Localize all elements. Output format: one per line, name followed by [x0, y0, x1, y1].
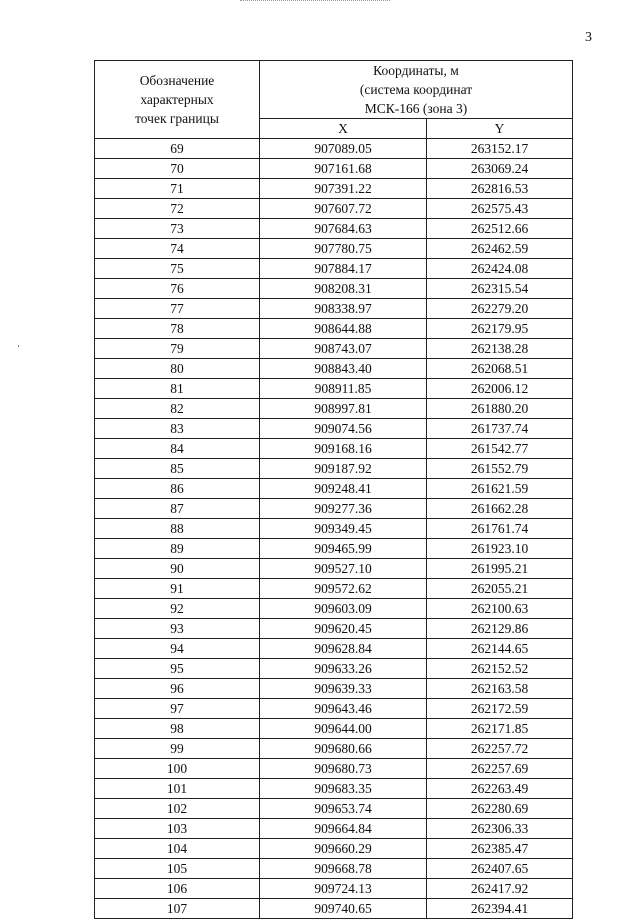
point-id-cell: 95 [95, 659, 260, 679]
header-points-line-1: Обозначение [139, 73, 215, 88]
table-row [95, 739, 573, 759]
y-coordinate-cell: 261737.74 [427, 419, 573, 439]
point-id-cell: 106 [95, 879, 260, 899]
table-row [95, 219, 573, 239]
header-points-line-3: точек границы [135, 111, 219, 126]
x-coordinate-cell: 909572.62 [260, 579, 427, 599]
table-row [95, 839, 573, 859]
point-id-cell: 81 [95, 379, 260, 399]
y-coordinate-cell: 262263.49 [427, 779, 573, 799]
table-row [95, 759, 573, 779]
point-id-cell: 74 [95, 239, 260, 259]
header-coords-line-2: (система координат [359, 82, 473, 97]
x-coordinate-cell: 907089.05 [260, 139, 427, 159]
point-id-cell: 88 [95, 519, 260, 539]
table-row [95, 459, 573, 479]
x-coordinate-cell: 907780.75 [260, 239, 427, 259]
y-coordinate-cell: 262575.43 [427, 199, 573, 219]
x-coordinate-cell: 909660.29 [260, 839, 427, 859]
point-id-cell: 86 [95, 479, 260, 499]
x-coordinate-cell: 909740.65 [260, 899, 427, 919]
table-row [95, 559, 573, 579]
header-coords-line-3: МСК-166 (зона 3) [364, 101, 468, 116]
y-coordinate-cell: 261552.79 [427, 459, 573, 479]
table-row [95, 419, 573, 439]
x-coordinate-cell: 908743.07 [260, 339, 427, 359]
table-row [95, 779, 573, 799]
y-coordinate-cell: 262257.72 [427, 739, 573, 759]
y-coordinate-cell: 261761.74 [427, 519, 573, 539]
table-row [95, 879, 573, 899]
point-id-cell: 78 [95, 319, 260, 339]
y-coordinate-cell: 262171.85 [427, 719, 573, 739]
table-row [95, 179, 573, 199]
point-id-cell: 70 [95, 159, 260, 179]
x-coordinate-cell: 909628.84 [260, 639, 427, 659]
y-coordinate-cell: 261662.28 [427, 499, 573, 519]
table-row [95, 899, 573, 919]
header-x: X [260, 119, 427, 139]
y-coordinate-cell: 262306.33 [427, 819, 573, 839]
header-y: Y [427, 119, 573, 139]
y-coordinate-cell: 262163.58 [427, 679, 573, 699]
table-row [95, 639, 573, 659]
x-coordinate-cell: 909680.73 [260, 759, 427, 779]
table-row [95, 139, 573, 159]
table-row [95, 399, 573, 419]
y-coordinate-cell: 262068.51 [427, 359, 573, 379]
table-row [95, 379, 573, 399]
x-coordinate-cell: 909644.00 [260, 719, 427, 739]
point-id-cell: 97 [95, 699, 260, 719]
table-row [95, 519, 573, 539]
table-row [95, 579, 573, 599]
y-coordinate-cell: 262512.66 [427, 219, 573, 239]
header-points-line-2: характерных [140, 92, 214, 107]
table-row [95, 539, 573, 559]
table-row [95, 479, 573, 499]
point-id-cell: 82 [95, 399, 260, 419]
table-row [95, 499, 573, 519]
point-id-cell: 90 [95, 559, 260, 579]
table-row [95, 699, 573, 719]
y-coordinate-cell: 261880.20 [427, 399, 573, 419]
point-id-cell: 92 [95, 599, 260, 619]
y-coordinate-cell: 262407.65 [427, 859, 573, 879]
point-id-cell: 87 [95, 499, 260, 519]
point-id-cell: 99 [95, 739, 260, 759]
header-points-label [95, 61, 260, 139]
x-coordinate-cell: 909168.16 [260, 439, 427, 459]
table-row [95, 359, 573, 379]
y-coordinate-cell: 262055.21 [427, 579, 573, 599]
y-coordinate-cell: 262152.52 [427, 659, 573, 679]
point-id-cell: 107 [95, 899, 260, 919]
y-coordinate-cell: 262006.12 [427, 379, 573, 399]
y-coordinate-cell: 262100.63 [427, 599, 573, 619]
x-coordinate-cell: 909465.99 [260, 539, 427, 559]
table-row [95, 159, 573, 179]
x-coordinate-cell: 909248.41 [260, 479, 427, 499]
y-coordinate-cell: 261621.59 [427, 479, 573, 499]
x-coordinate-cell: 909664.84 [260, 819, 427, 839]
scan-top-mark [240, 0, 390, 3]
table-row [95, 679, 573, 699]
point-id-cell: 73 [95, 219, 260, 239]
y-coordinate-cell: 262816.53 [427, 179, 573, 199]
table-row [95, 319, 573, 339]
x-coordinate-cell: 909620.45 [260, 619, 427, 639]
point-id-cell: 104 [95, 839, 260, 859]
x-coordinate-cell: 907391.22 [260, 179, 427, 199]
y-coordinate-cell: 263152.17 [427, 139, 573, 159]
x-coordinate-cell: 909633.26 [260, 659, 427, 679]
point-id-cell: 102 [95, 799, 260, 819]
point-id-cell: 79 [95, 339, 260, 359]
point-id-cell: 76 [95, 279, 260, 299]
point-id-cell: 100 [95, 759, 260, 779]
point-id-cell: 80 [95, 359, 260, 379]
scan-margin-dot [18, 345, 19, 347]
point-id-cell: 72 [95, 199, 260, 219]
y-coordinate-cell: 263069.24 [427, 159, 573, 179]
x-coordinate-cell: 909527.10 [260, 559, 427, 579]
point-id-cell: 98 [95, 719, 260, 739]
table-row [95, 659, 573, 679]
y-coordinate-cell: 261923.10 [427, 539, 573, 559]
point-id-cell: 85 [95, 459, 260, 479]
point-id-cell: 71 [95, 179, 260, 199]
x-coordinate-cell: 908338.97 [260, 299, 427, 319]
x-coordinate-cell: 909643.46 [260, 699, 427, 719]
x-coordinate-cell: 909603.09 [260, 599, 427, 619]
point-id-cell: 101 [95, 779, 260, 799]
y-coordinate-cell: 261542.77 [427, 439, 573, 459]
y-coordinate-cell: 262315.54 [427, 279, 573, 299]
x-coordinate-cell: 909653.74 [260, 799, 427, 819]
y-coordinate-cell: 262280.69 [427, 799, 573, 819]
point-id-cell: 89 [95, 539, 260, 559]
y-coordinate-cell: 262172.59 [427, 699, 573, 719]
point-id-cell: 103 [95, 819, 260, 839]
x-coordinate-cell: 909639.33 [260, 679, 427, 699]
x-coordinate-cell: 909680.66 [260, 739, 427, 759]
x-coordinate-cell: 908911.85 [260, 379, 427, 399]
y-coordinate-cell: 262129.86 [427, 619, 573, 639]
x-coordinate-cell: 909668.78 [260, 859, 427, 879]
x-coordinate-cell: 908843.40 [260, 359, 427, 379]
y-coordinate-cell: 262462.59 [427, 239, 573, 259]
point-id-cell: 94 [95, 639, 260, 659]
table-row [95, 259, 573, 279]
header-coordinates-label [260, 61, 573, 119]
table-row [95, 599, 573, 619]
point-id-cell: 77 [95, 299, 260, 319]
y-coordinate-cell: 262394.41 [427, 899, 573, 919]
table-row [95, 279, 573, 299]
x-coordinate-cell: 908997.81 [260, 399, 427, 419]
y-coordinate-cell: 262144.65 [427, 639, 573, 659]
point-id-cell: 84 [95, 439, 260, 459]
coordinates-table [94, 60, 573, 919]
x-coordinate-cell: 909074.56 [260, 419, 427, 439]
y-coordinate-cell: 262179.95 [427, 319, 573, 339]
x-coordinate-cell: 907684.63 [260, 219, 427, 239]
point-id-cell: 91 [95, 579, 260, 599]
table-row [95, 239, 573, 259]
point-id-cell: 105 [95, 859, 260, 879]
x-coordinate-cell: 909683.35 [260, 779, 427, 799]
y-coordinate-cell: 262417.92 [427, 879, 573, 899]
x-coordinate-cell: 907884.17 [260, 259, 427, 279]
y-coordinate-cell: 262279.20 [427, 299, 573, 319]
y-coordinate-cell: 262385.47 [427, 839, 573, 859]
x-coordinate-cell: 909349.45 [260, 519, 427, 539]
table-row [95, 199, 573, 219]
point-id-cell: 75 [95, 259, 260, 279]
table-body [95, 139, 573, 919]
x-coordinate-cell: 909724.13 [260, 879, 427, 899]
x-coordinate-cell: 909277.36 [260, 499, 427, 519]
table-row [95, 799, 573, 819]
table-row [95, 859, 573, 879]
y-coordinate-cell: 262424.08 [427, 259, 573, 279]
table-row [95, 439, 573, 459]
y-coordinate-cell: 262257.69 [427, 759, 573, 779]
x-coordinate-cell: 909187.92 [260, 459, 427, 479]
point-id-cell: 96 [95, 679, 260, 699]
point-id-cell: 93 [95, 619, 260, 639]
x-coordinate-cell: 907161.68 [260, 159, 427, 179]
point-id-cell: 69 [95, 139, 260, 159]
header-coords-line-1: Координаты, м [373, 63, 459, 78]
table-row [95, 819, 573, 839]
point-id-cell: 83 [95, 419, 260, 439]
table-row [95, 339, 573, 359]
x-coordinate-cell: 908208.31 [260, 279, 427, 299]
table-row [95, 619, 573, 639]
table-row [95, 719, 573, 739]
x-coordinate-cell: 907607.72 [260, 199, 427, 219]
x-coordinate-cell: 908644.88 [260, 319, 427, 339]
table-row [95, 299, 573, 319]
y-coordinate-cell: 261995.21 [427, 559, 573, 579]
page-number: 3 [585, 30, 592, 45]
y-coordinate-cell: 262138.28 [427, 339, 573, 359]
